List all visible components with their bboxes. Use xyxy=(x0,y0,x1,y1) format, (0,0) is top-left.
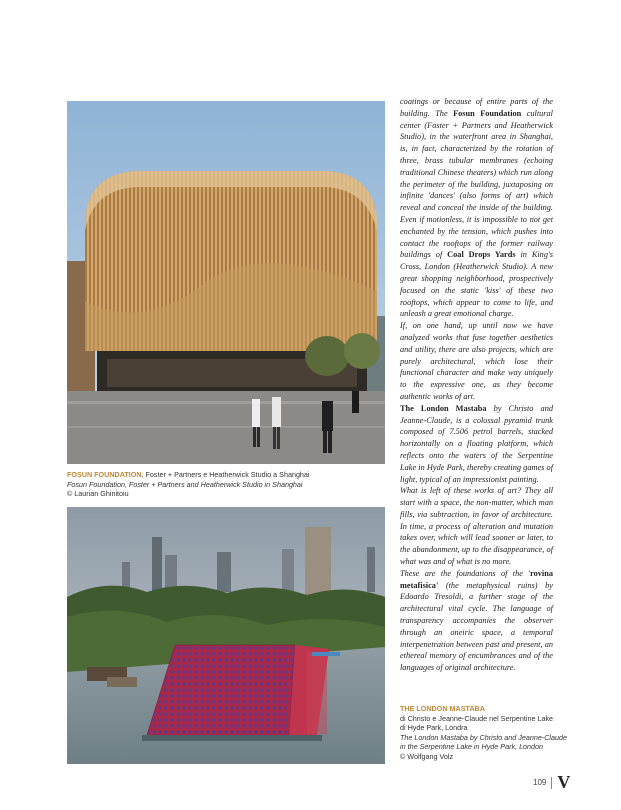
paragraph-works-of-art: If, on one hand, up until now we have analyzed works that fuse together aesthetics and utility, there are also projects, which are purely architectural, which lose their functional character and make way uniquely to the expressive one, as they become authentic works of art. xyxy=(400,321,553,401)
london-mastaba-photo xyxy=(67,507,385,764)
paragraph-rovina: These are the foundations of the 'rovina metafisica' (the metaphysical ruins) by Edoardo Tresoldi, a further stage of the architectural vital cycle. The language of transparency accompanies the observer through an oneiric space, a temporal interpenetration between past and present, an ethereal memory of encumbrances and of the languages of original architecture. xyxy=(400,568,553,673)
fosun-caption-line1: , Foster + Partners e Heatherwick Studio a Shanghai xyxy=(141,470,310,479)
fosun-foundation-name: Fosun Foundation xyxy=(453,108,522,118)
mastaba-caption xyxy=(400,704,570,762)
london-mastaba-name: The London Mastaba xyxy=(400,403,487,413)
article-body xyxy=(400,96,553,674)
coal-drops-yards-name: Coal Drops Yards xyxy=(447,250,516,260)
mastaba-caption-line3: The London Mastaba by Christo and Jeanne-Claude xyxy=(400,732,568,742)
fosun-caption-title: FOSUN FOUNDATION xyxy=(67,470,142,479)
paragraph-mastaba: The London Mastaba by Christo and Jeanne-Claude, is a colossal pyramid trunk composed of 7.506 petrol barrels, stacked horizontally on a floating platform, which reflects onto the waters of the Serpentine Lake in Hyde Park, thereby creating games of light, typical of an impressionist painting. xyxy=(400,403,553,484)
page-footer xyxy=(533,772,570,793)
mastaba-caption-title: THE LONDON MASTABA xyxy=(400,704,485,713)
fosun-foundation-photo xyxy=(67,101,385,464)
paragraph-fosun: coatings or because of entire parts of the building. The Fosun Foundation cultural center (Foster + Partners and Heatherwick Studio), in the waterfront area in Shanghai, is, in fact, characterized by the rotation of three, brass tubular membranes (echoing traditional Chinese theaters) which run along the perimeter of the building, juxtaposing on infinite 'dances' (also forms of art) which reveal and conceal the inside of the building. Even if motionless, it is impossible to not get enchanted by the tension, which pushes into contact the rooftops of the former railway buildings of Coal Drops Yards in King's Cross, London (Heatherwick Studio). A new great shopping neighborhood, prospectively focused on the static 'kiss' of these two rooftops, which appear to come to life, and unleash a great emotional charge. xyxy=(400,97,553,319)
magazine-logo: V xyxy=(557,772,571,792)
mastaba-caption-line1: di Christo e Jeanne-Claude nel Serpentine Lake xyxy=(400,713,554,723)
fosun-caption xyxy=(67,470,387,499)
mastaba-caption-line2: di Hyde Park, Londra xyxy=(400,723,468,733)
mastaba-caption-credit: © Wolfgang Volz xyxy=(400,751,454,761)
mastaba-caption-line4: in the Serpentine Lake in Hyde Park, London xyxy=(400,742,544,752)
rovina-metafisica-name: rovina metafisica' xyxy=(400,568,553,590)
footer-divider xyxy=(551,777,552,789)
paragraph-what-is-left: What is left of these works of art? They all start with a space, the non-matter, which man fills, via subtraction, in favor of architecture. In time, a process of alteration and mutation takes over, which will lead sooner or later, to the abandonment, up to the disappearance, of what was and of what is no more. xyxy=(400,486,553,567)
fosun-caption-line2: Fosun Foundation, Foster + Partners and Heatherwick Studio in Shanghai xyxy=(67,479,303,489)
page-number: 109 xyxy=(533,778,547,787)
fosun-caption-credit: © Laurian Ghinitoiu xyxy=(67,489,129,499)
